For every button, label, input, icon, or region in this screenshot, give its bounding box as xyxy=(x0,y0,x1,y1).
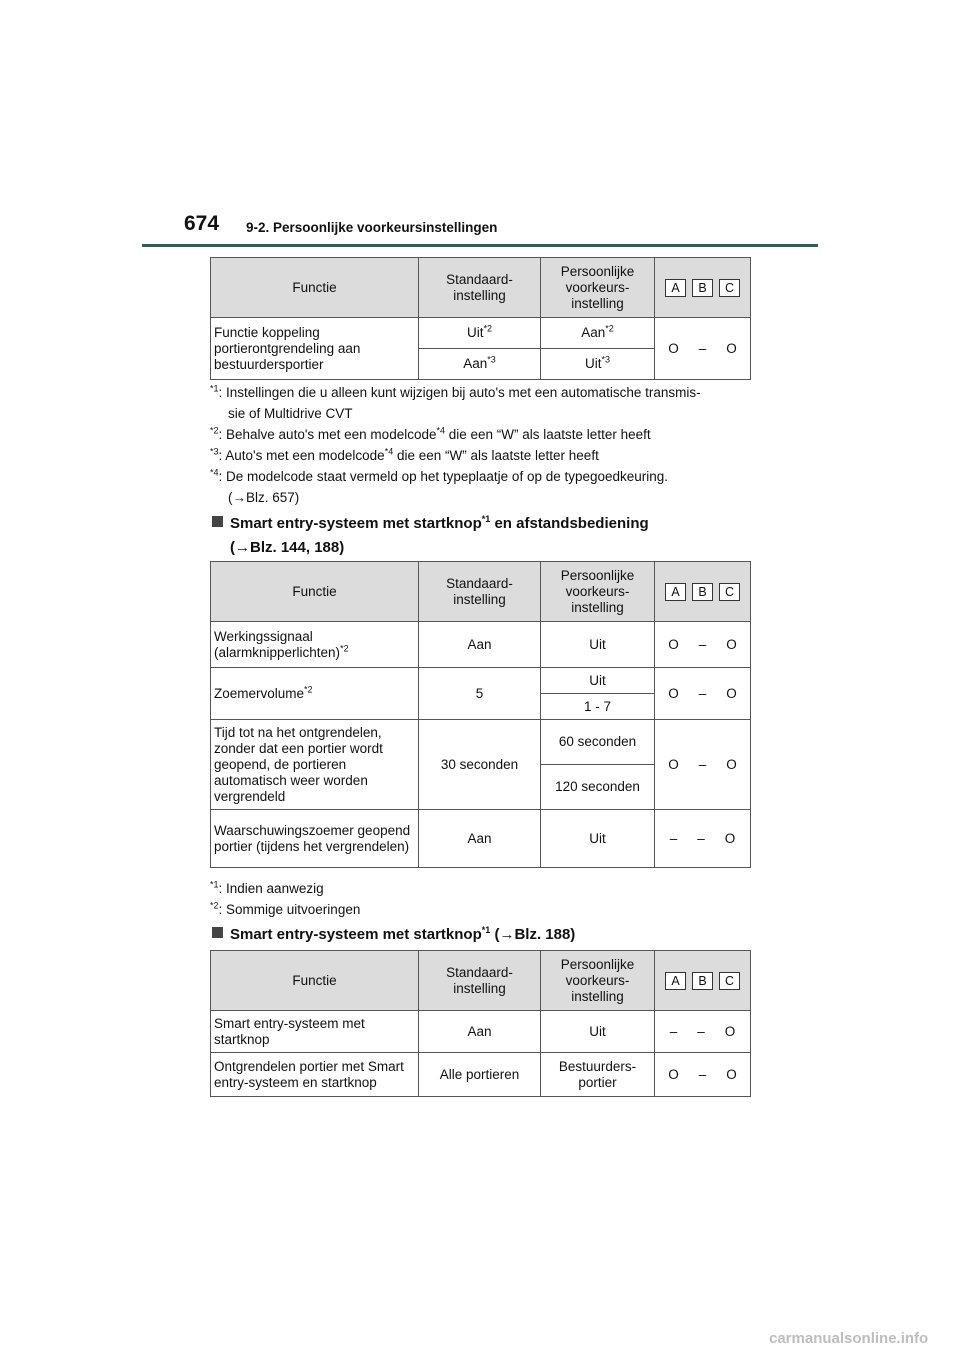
col-persoonlijk: Persoonlijke voorkeurs-instelling xyxy=(541,258,655,318)
table-row: Ontgrendelen portier met Smart entry-systeem en startknop Alle portieren Bestuurders-portier O – O xyxy=(211,1053,751,1097)
col-b: B xyxy=(692,279,713,297)
col-abc: A B C xyxy=(655,951,751,1011)
cell-pers: Aan$^{*2}$ xyxy=(541,318,655,349)
section-title: 9-2. Persoonlijke voorkeursinstellingen xyxy=(246,220,498,235)
watermark: carmanualsonline.info xyxy=(769,1330,929,1347)
table-row: 1 - 7 xyxy=(211,694,751,720)
footnotes-1: $^{*1}$: Instellingen die u alleen kunt wijzigen bij auto's met een automatische transmis- sie of Multidrive CVT $^{*2}$: Behalve auto's met een modelcode$^{*4}$ die een “W” als laatste letter heeft $^{*3}$: Auto's met een modelcode$^{*4}$ die een “W” als laatste letter heeft $^{*4}$: De modelcode staat vermeld op het typeplaatje of op de typegoedkeuring. (→Blz. 657) xyxy=(210,383,701,505)
table-row: Zoemervolume$^{*2}$ 5 Uit O – O xyxy=(211,668,751,694)
col-persoonlijk: Persoonlijke voorkeurs-instelling xyxy=(541,951,655,1011)
table-row: 120 seconden xyxy=(211,765,751,810)
col-abc: A B C xyxy=(655,562,751,622)
col-functie: Functie xyxy=(211,258,419,318)
table-row xyxy=(211,318,751,349)
cell-std: Uit$^{*2}$ xyxy=(419,318,541,349)
heading-smart-entry: Smart entry-systeem met startknop$^{*1}$ (→Blz. 188) xyxy=(212,923,575,947)
table-row: Smart entry-systeem met startknop Aan Uit – – O xyxy=(211,1011,751,1053)
cell-functie: Functie koppeling portierontgrendeling aan bestuurdersportier xyxy=(211,318,419,380)
col-abc xyxy=(655,258,751,318)
cell-abc: O – O xyxy=(655,318,751,380)
table-row: Werkingssignaal (alarmknipperlichten)$^{*2}$ Aan Uit O – O xyxy=(211,622,751,668)
table-smart-entry xyxy=(210,950,751,1097)
table-door-unlock xyxy=(210,257,751,380)
col-functie: Functie xyxy=(211,951,419,1011)
col-standaard: Standaard-instelling xyxy=(419,562,541,622)
table-row: Waarschuwingszoemer geopend portier (tijdens het vergrendelen) Aan Uit – – O xyxy=(211,810,751,868)
footnotes-2: $^{*1}$: Indien aanwezig $^{*2}$: Sommige uitvoeringen xyxy=(210,879,361,917)
header-rule xyxy=(142,244,818,247)
square-bullet-icon xyxy=(212,927,223,938)
col-functie: Functie xyxy=(211,562,419,622)
col-standaard: Standaard-instelling xyxy=(419,258,541,318)
page-number: 674 xyxy=(184,212,220,235)
heading-smart-entry-remote: Smart entry-systeem met startknop$^{*1}$ en afstandsbediening (→Blz. 144, 188) xyxy=(212,512,649,560)
col-a: A xyxy=(665,279,686,297)
table-row: Tijd tot na het ontgrendelen, zonder dat een portier wordt geopend, de portieren automatisch weer worden vergrendeld 30 seconden 60 seconden O – O xyxy=(211,720,751,765)
col-persoonlijk: Persoonlijke voorkeurs-instelling xyxy=(541,562,655,622)
table-smart-entry-remote xyxy=(210,561,751,868)
cell-pers: Uit$^{*3}$ xyxy=(541,349,655,380)
square-bullet-icon xyxy=(212,516,223,527)
col-c: C xyxy=(719,279,740,297)
cell-std: Aan$^{*3}$ xyxy=(419,349,541,380)
col-standaard: Standaard-instelling xyxy=(419,951,541,1011)
